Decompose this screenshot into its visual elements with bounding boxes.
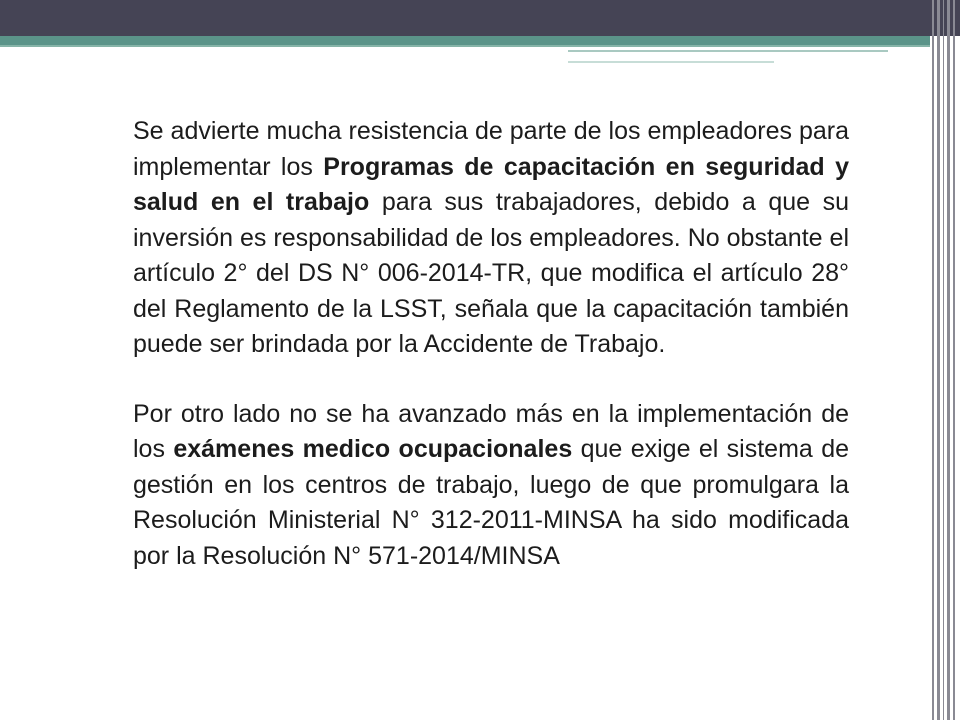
paragraph-1-emphasis: Programas de capacitación en seguridad y salud en el trabajo: [133, 152, 849, 216]
paragraph-2-text-start: Por otro lado no se ha avanzado más en la implementación de los: [133, 399, 849, 463]
header-bar: [0, 0, 960, 36]
paragraph-2-text-end: que exige el sistema de gestión en los centros de trabajo, luego de que promulgara la Resolución Ministerial N° 312-2011-MINSA ha sido modificada por la Resolución N° 571-2014/MINSA: [133, 435, 850, 570]
decorative-line-upper: [568, 50, 888, 52]
paragraph-medical-exams: [133, 397, 849, 575]
paragraph-2-emphasis: exámenes medico ocupacionales: [173, 435, 573, 463]
accent-strip: [0, 36, 930, 45]
paragraph-1-text-end: para sus trabajadores, debido a que su inversión es responsabilidad de los empleadores. No obstante el artículo 2° del DS N° 006-2014-TR, que modifica el artículo 28° del Reglamento de la LSST, señala que la capacitación también puede ser brindada por la Accidente de Trabajo.: [133, 188, 849, 358]
decorative-line-lower: [568, 61, 774, 63]
accent-line: [0, 45, 930, 47]
paragraph-training-programs: [133, 114, 849, 363]
right-edge-decoration: [930, 0, 960, 720]
slide-body: [133, 114, 849, 608]
paragraph-1-text-start: Se advierte mucha resistencia de parte de los empleadores para implementar los: [133, 117, 849, 181]
